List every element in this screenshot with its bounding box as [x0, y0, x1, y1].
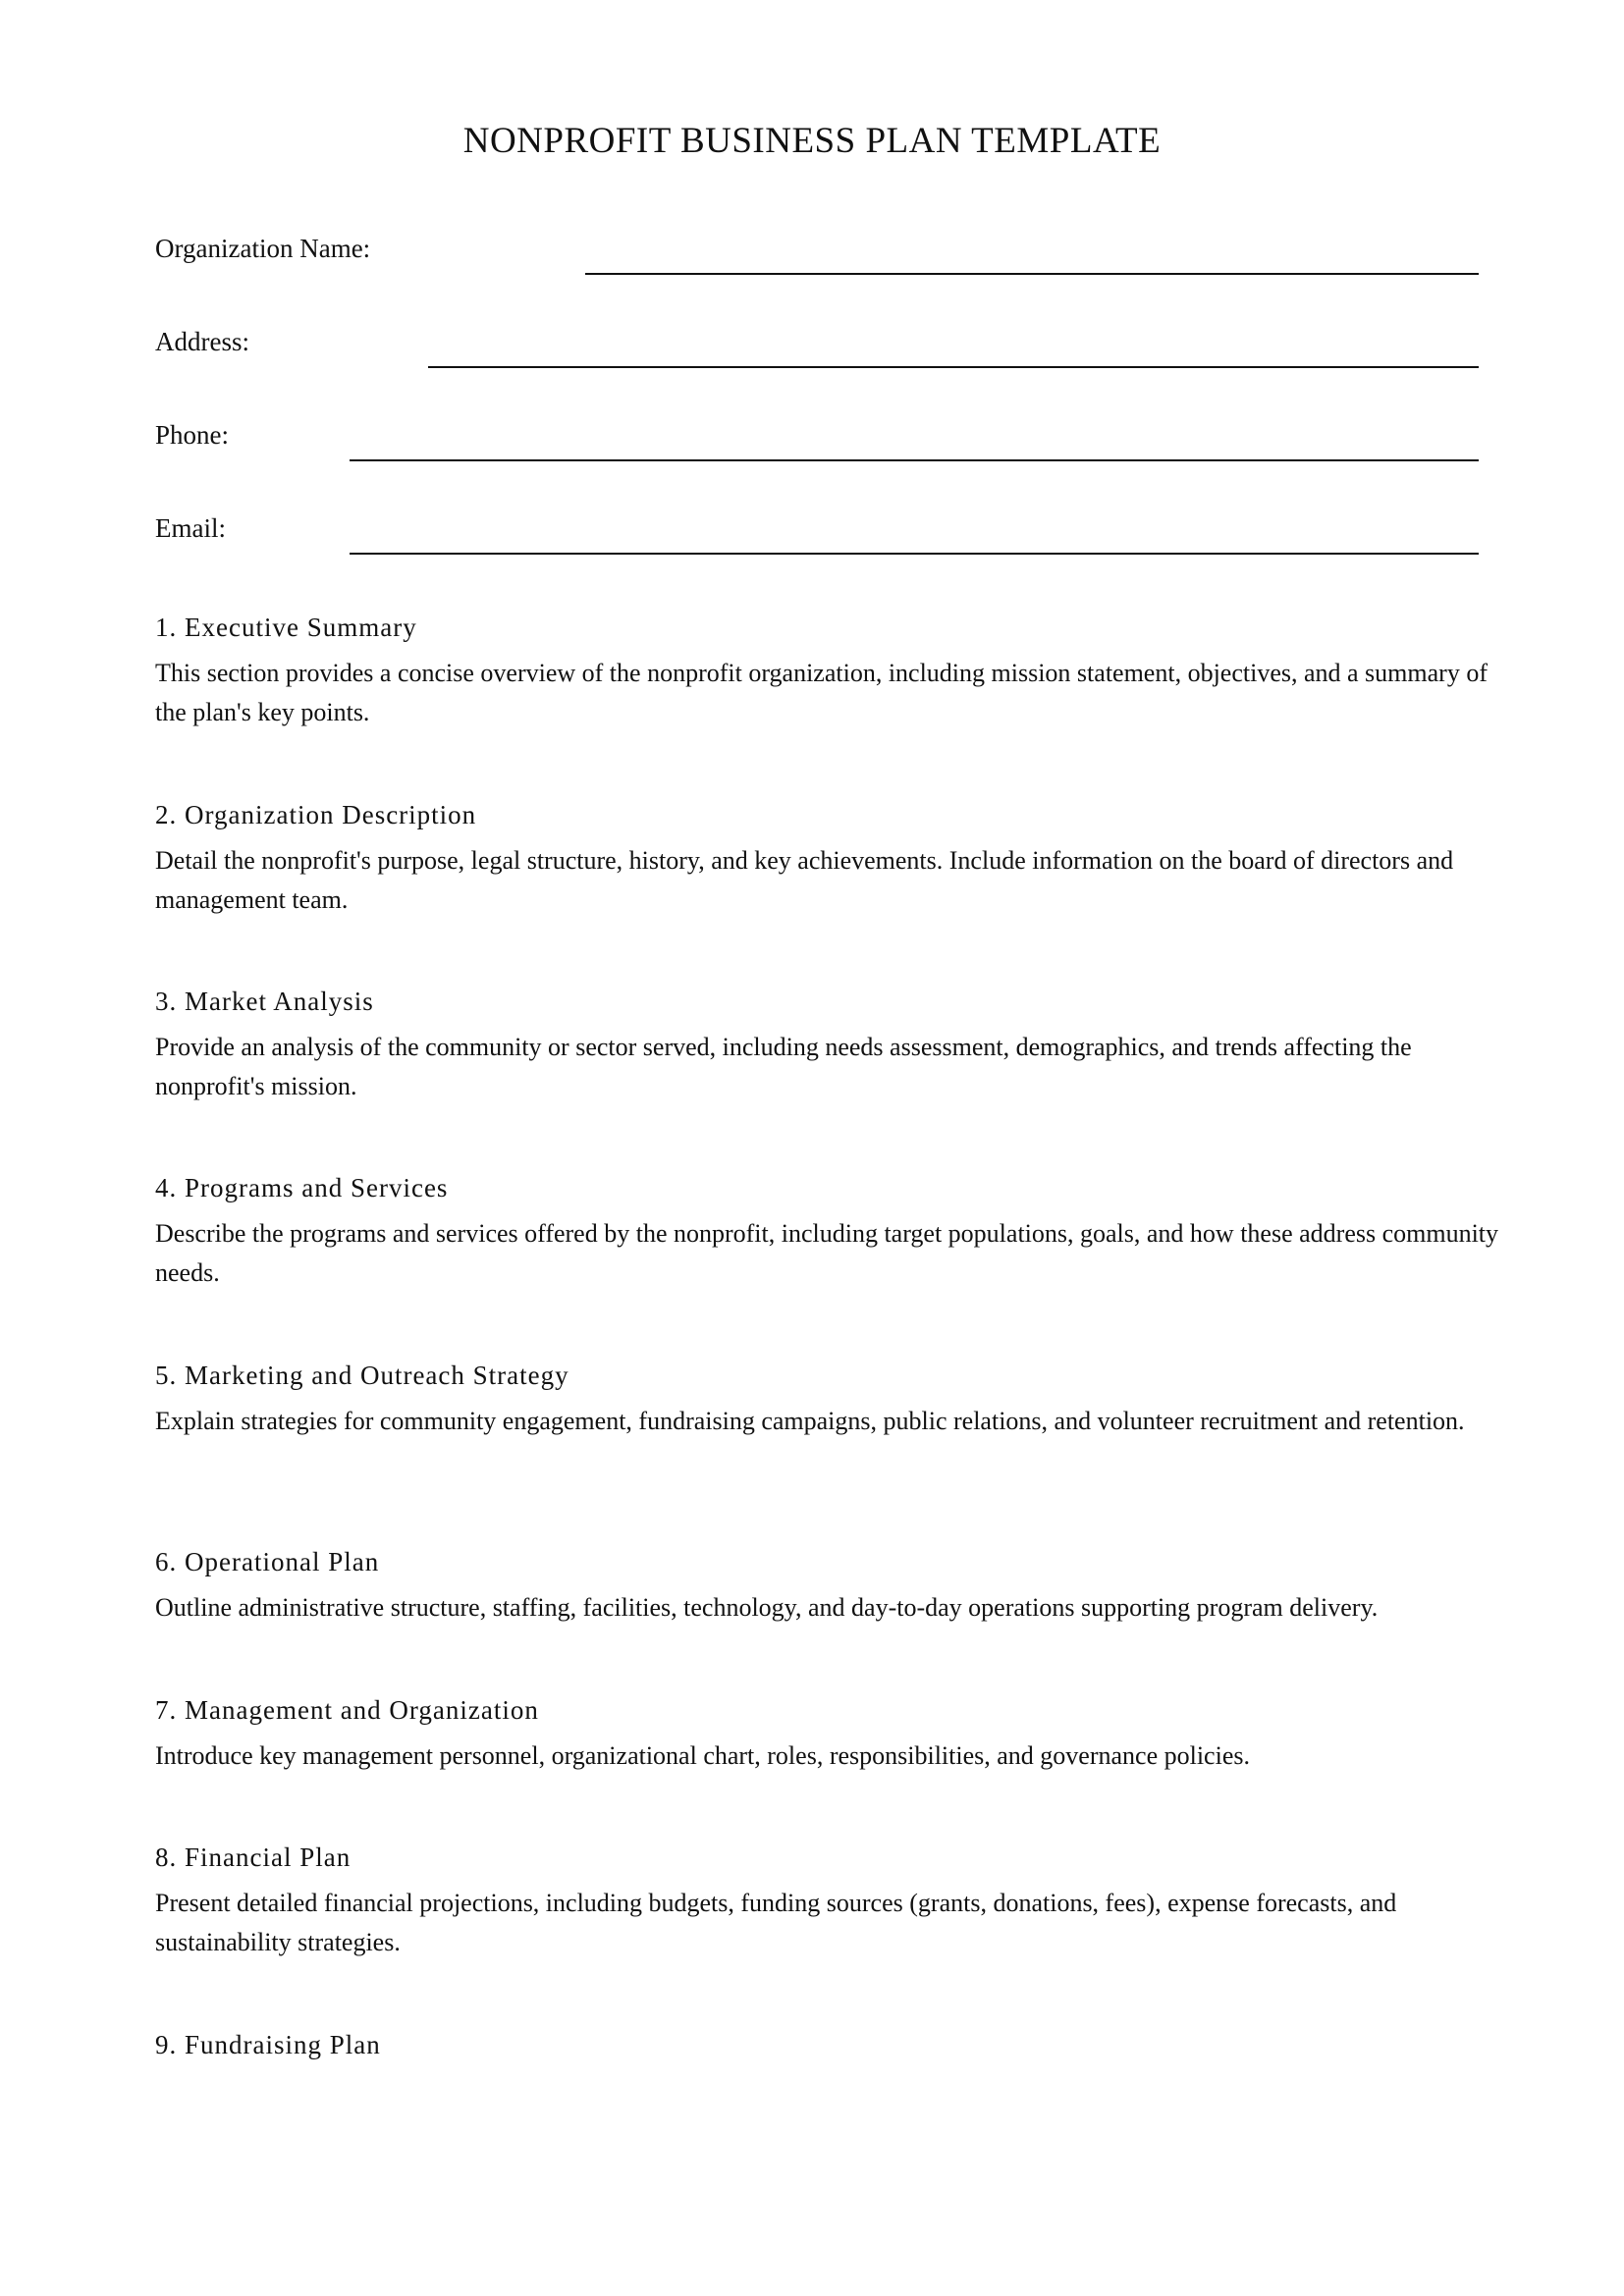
section-executive-summary: [155, 611, 1500, 732]
section-organization-description: [155, 798, 1500, 920]
phone-label: Phone:: [155, 420, 230, 450]
section-fundraising-plan: [155, 2028, 1500, 2071]
address-input-line[interactable]: [428, 366, 1479, 368]
section-heading: 3. Market Analysis: [155, 987, 374, 1016]
section-heading: 1. Executive Summary: [155, 613, 417, 642]
section-heading: 4. Programs and Services: [155, 1173, 449, 1202]
section-body: Explain strategies for community engagement, fundraising campaigns, public relations, and volunteer recruitment and retention.: [155, 1407, 1465, 1435]
organization-name-input-line[interactable]: [585, 273, 1479, 275]
email-input-line[interactable]: [350, 553, 1479, 555]
section-heading: 7. Management and Organization: [155, 1695, 539, 1725]
email-field: [155, 506, 1479, 555]
section-heading: 5. Marketing and Outreach Strategy: [155, 1361, 569, 1390]
document-title: NONPROFIT BUSINESS PLAN TEMPLATE: [462, 121, 1162, 161]
email-label: Email:: [155, 513, 226, 543]
phone-input-line[interactable]: [350, 459, 1479, 461]
section-body: Provide an analysis of the community or sector served, including needs assessment, demographics, and trends affecting the nonprofit's mission.: [155, 1033, 1412, 1100]
section-financial-plan: [155, 1841, 1500, 1962]
section-body: Introduce key management personnel, organizational chart, roles, responsibilities, and governance policies.: [155, 1741, 1250, 1770]
section-body: Outline administrative structure, staffing, facilities, technology, and day-to-day operations supporting program delivery.: [155, 1593, 1379, 1622]
address-label: Address:: [155, 327, 249, 356]
address-field: [155, 319, 1479, 368]
section-heading: 6. Operational Plan: [155, 1547, 380, 1576]
section-heading: 2. Organization Description: [155, 800, 477, 829]
phone-field: [155, 412, 1479, 461]
section-management-and-organization: [155, 1693, 1500, 1776]
section-body: Detail the nonprofit's purpose, legal structure, history, and key achievements. Include information on the board of directors and management team.: [155, 846, 1454, 914]
section-body: This section provides a concise overview of the nonprofit organization, including mission statement, objectives, and a summary of the plan's key points.: [155, 659, 1488, 726]
section-programs-and-services: [155, 1171, 1500, 1293]
organization-name-field: [155, 226, 1479, 275]
section-body: Present detailed financial projections, including budgets, funding sources (grants, donations, fees), expense forecasts, and sustainability strategies.: [155, 1889, 1397, 1956]
section-heading: 9. Fundraising Plan: [155, 2030, 381, 2059]
section-body: Describe the programs and services offered by the nonprofit, including target populations, goals, and how these address community needs.: [155, 1219, 1499, 1287]
section-heading: 8. Financial Plan: [155, 1842, 352, 1872]
organization-name-label: Organization Name:: [155, 234, 371, 263]
section-marketing-and-outreach: [155, 1359, 1500, 1441]
section-market-analysis: [155, 985, 1500, 1106]
section-operational-plan: [155, 1545, 1500, 1628]
